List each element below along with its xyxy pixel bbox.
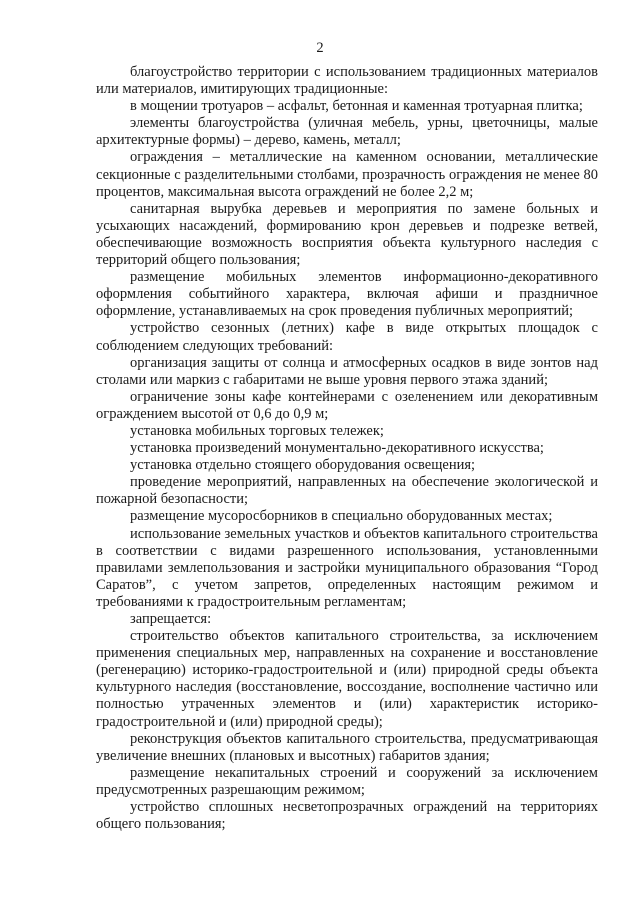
paragraph: элементы благоустройства (уличная мебель, урны, цветочницы, малые архитектурные формы) – дерево, камень, металл;: [96, 115, 598, 149]
paragraph: строительство объектов капитального строительства, за исключением применения специальных мер, направленных на сохранение и восстановление (регенерацию) историко-градостроительной и (или) природной среды объекта культурного наследия (восстановление, воссоздание, восполнение частично или полностью утраченных элементов и (или) характеристик историко-градостроительной и (или) природной среды);: [96, 628, 598, 730]
paragraph: устройство сплошных несветопрозрачных ограждений на территориях общего пользования;: [96, 799, 598, 833]
paragraph: благоустройство территории с использованием традиционных материалов или материалов, имитирующих традиционные:: [96, 64, 598, 98]
paragraph: реконструкция объектов капитального строительства, предусматривающая увеличение внешних (плановых и высотных) габаритов здания;: [96, 730, 598, 764]
paragraph: запрещается:: [130, 611, 212, 627]
paragraph: установка мобильных торговых тележек;: [130, 422, 384, 439]
paragraph: проведение мероприятий, направленных на обеспечение экологической и пожарной безопасности;: [96, 474, 598, 508]
paragraph: размещение мобильных элементов информационно-декоративного оформления событийного характера, включая афиши и праздничное оформление, устанавливаемых на срок проведения публичных мероприятий;: [96, 269, 598, 320]
paragraph: установка отдельно стоящего оборудования освещения;: [130, 457, 476, 474]
paragraph: ограждения – металлические на каменном основании, металлические секционные с разделительными столбами, прозрачность ограждения не менее 80 процентов, максимальная высота ограждений не более 2,2 м;: [96, 149, 598, 200]
paragraph: размещение мусоросборников в специально оборудованных местах;: [130, 508, 553, 525]
document-body: [96, 64, 598, 833]
paragraph: установка произведений монументально-декоративного искусства;: [130, 440, 544, 457]
paragraph: ограничение зоны кафе контейнерами с озеленением или декоративным ограждением высотой от 0,6 до 0,9 м;: [96, 388, 598, 422]
paragraph: устройство сезонных (летних) кафе в виде открытых площадок с соблюдением следующих требований:: [96, 320, 598, 354]
paragraph: использование земельных участков и объектов капитального строительства в соответствии с видами разрешенного использования, установленными правилами землепользования и застройки муниципального образования “Город Саратов”, с учетом запретов, определенных настоящим режимом и требованиями к градостроительным регламентам;: [96, 525, 598, 610]
paragraph: размещение некапитальных строений и сооружений за исключением предусмотренных разрешающим режимом;: [96, 764, 598, 798]
paragraph: санитарная вырубка деревьев и мероприятия по замене больных и усыхающих насаждений, формированию крон деревьев и подрезке ветвей, обеспечивающие возможность восприятия объекта культурного наследия с территорий общего пользования;: [96, 200, 598, 269]
page-number: 2: [316, 40, 324, 56]
paragraph: в мощении тротуаров – асфальт, бетонная и каменная тротуарная плитка;: [130, 98, 583, 115]
paragraph: организация защиты от солнца и атмосферных осадков в виде зонтов над столами или маркиз с габаритами не выше уровня первого этажа зданий;: [96, 354, 598, 388]
